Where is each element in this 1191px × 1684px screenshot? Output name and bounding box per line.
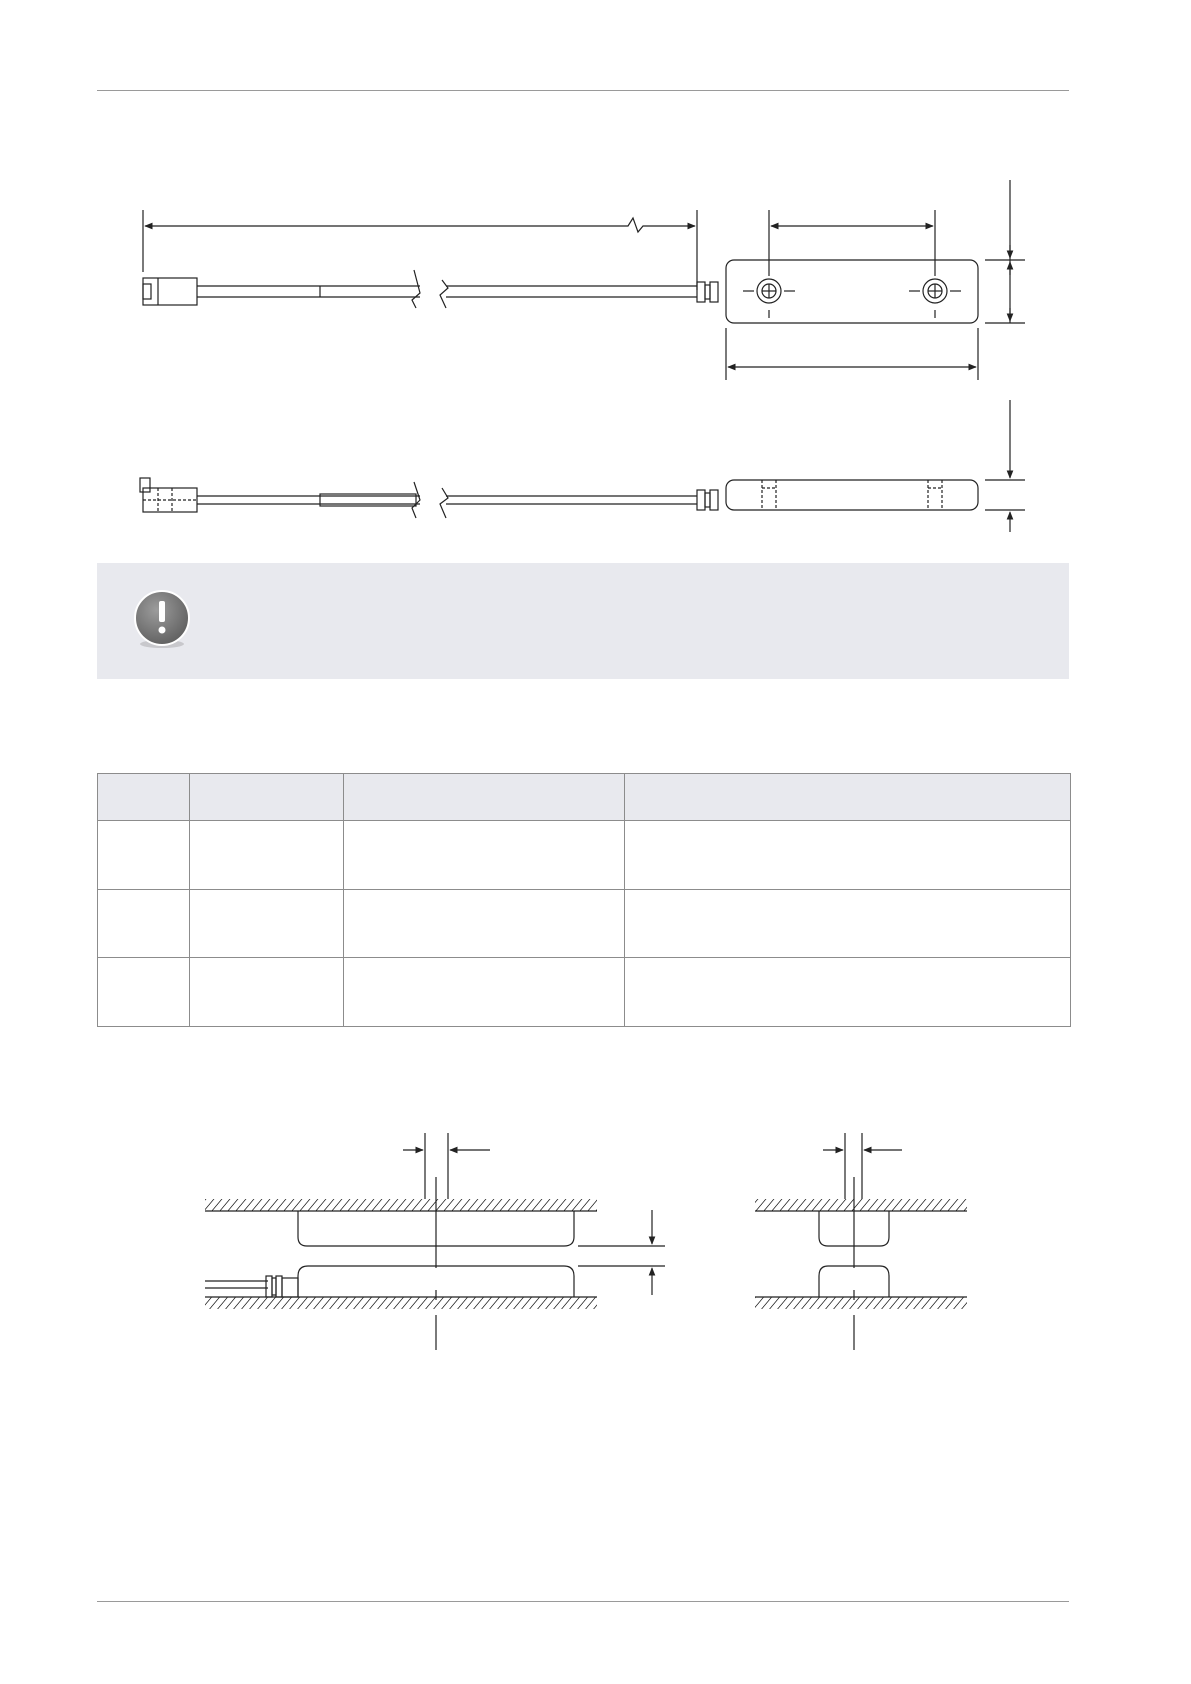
table-cell: [98, 958, 190, 1027]
spec-table: [97, 773, 1071, 1027]
table-cell: [190, 958, 344, 1027]
table-cell: [98, 821, 190, 890]
table-row: [98, 958, 1071, 1027]
exclamation-icon: [132, 590, 192, 650]
column-header: [98, 774, 190, 821]
sensor-dimension-drawing: [0, 0, 1191, 560]
table-row: [98, 821, 1071, 890]
table-header-row: [98, 774, 1071, 821]
table-cell: [344, 958, 625, 1027]
table-cell: [625, 821, 1071, 890]
footer-rule: [97, 1601, 1069, 1602]
table-cell: [625, 958, 1071, 1027]
column-header: [190, 774, 344, 821]
table-cell: [190, 889, 344, 958]
table-cell: [344, 889, 625, 958]
table-row: [98, 889, 1071, 958]
table-cell: [190, 821, 344, 890]
column-header: [344, 774, 625, 821]
mounting-drawing: [0, 1100, 1191, 1430]
table-cell: [98, 889, 190, 958]
table-cell: [625, 889, 1071, 958]
table-cell: [344, 821, 625, 890]
notice-box: [97, 563, 1069, 679]
column-header: [625, 774, 1071, 821]
